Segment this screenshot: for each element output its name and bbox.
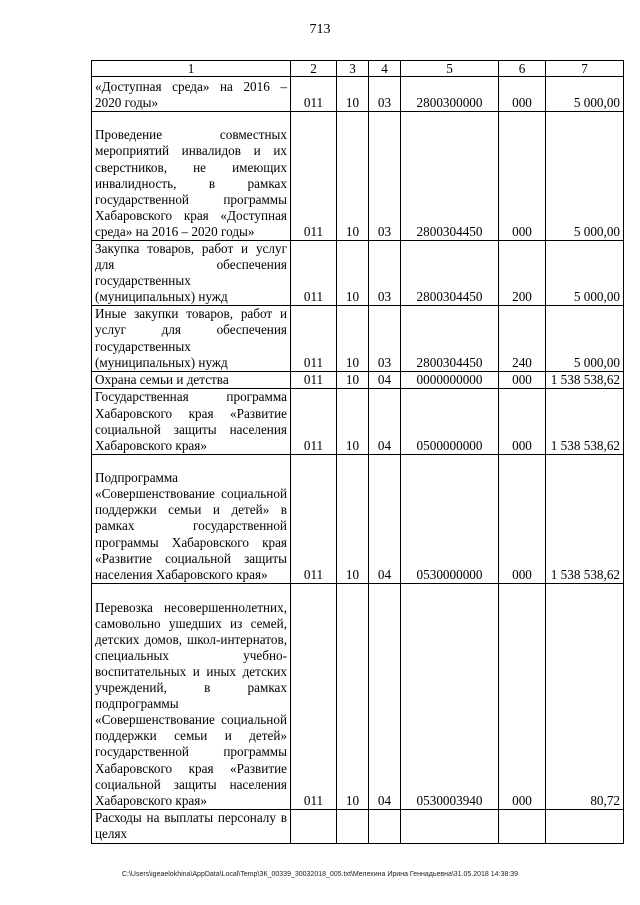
table-row [92, 112, 624, 241]
cell-c4: 03 [369, 112, 401, 241]
cell-c6: 000 [499, 583, 546, 809]
cell-c2 [291, 809, 337, 843]
cell-c4: 04 [369, 583, 401, 809]
cell-c2: 011 [291, 371, 337, 388]
cell-c5: 2800304450 [401, 241, 499, 306]
row-name: Перевозка несовершеннолетних, самовольно ушедших из семей, детских домов, школ-интернатов, специальных учебно-воспитательных и иных детских учреждений, в рамках подпрограммы «Совершенствование социальной поддержки семьи и детей» государственной программы Хабаровского края «Развитие социальной защиты населения Хабаровского края» [92, 583, 291, 809]
row-name: «Доступная среда» на 2016 – 2020 годы» [92, 77, 291, 112]
cell-c6: 000 [499, 454, 546, 583]
cell-c4: 04 [369, 388, 401, 454]
table-row [92, 306, 624, 371]
table-row [92, 388, 624, 454]
cell-c7: 1 538 538,62 [546, 454, 624, 583]
cell-c4: 03 [369, 241, 401, 306]
cell-c7: 80,72 [546, 583, 624, 809]
table-row [92, 77, 624, 112]
cell-c6: 000 [499, 77, 546, 112]
table-row [92, 583, 624, 809]
cell-c3 [337, 809, 369, 843]
cell-c5: 2800300000 [401, 77, 499, 112]
table-row [92, 809, 624, 843]
cell-c5 [401, 809, 499, 843]
cell-c6: 000 [499, 112, 546, 241]
cell-c4: 04 [369, 371, 401, 388]
cell-c4: 04 [369, 454, 401, 583]
cell-c7: 1 538 538,62 [546, 388, 624, 454]
column-header: 5 [401, 61, 499, 77]
cell-c2: 011 [291, 388, 337, 454]
column-header: 7 [546, 61, 624, 77]
cell-c6: 000 [499, 371, 546, 388]
cell-c5: 2800304450 [401, 112, 499, 241]
cell-c2: 011 [291, 112, 337, 241]
column-header: 2 [291, 61, 337, 77]
cell-c3: 10 [337, 388, 369, 454]
cell-c7: 5 000,00 [546, 241, 624, 306]
table-row [92, 371, 624, 388]
cell-c5: 2800304450 [401, 306, 499, 371]
table-row [92, 241, 624, 306]
cell-c3: 10 [337, 77, 369, 112]
cell-c7: 5 000,00 [546, 112, 624, 241]
table-row [92, 454, 624, 583]
row-name: Иные закупки товаров, работ и услуг для обеспечения государственных (муниципальных) нужд [92, 306, 291, 371]
budget-table [91, 60, 624, 844]
document-path-footer: C:\Users\igeaelokhina\AppData\Local\Temp\ЗК_00339_30032018_005.txt\Мелехина Ирина Геннадьевна\31.05.2018 14:38:39 [121, 871, 519, 878]
cell-c5: 0530003940 [401, 583, 499, 809]
cell-c5: 0500000000 [401, 388, 499, 454]
column-header: 1 [92, 61, 291, 77]
column-header: 4 [369, 61, 401, 77]
cell-c7: 5 000,00 [546, 306, 624, 371]
cell-c3: 10 [337, 371, 369, 388]
cell-c2: 011 [291, 306, 337, 371]
row-name: Охрана семьи и детства [92, 371, 291, 388]
cell-c3: 10 [337, 241, 369, 306]
cell-c6: 200 [499, 241, 546, 306]
cell-c3: 10 [337, 583, 369, 809]
cell-c2: 011 [291, 77, 337, 112]
cell-c5: 0000000000 [401, 371, 499, 388]
cell-c2: 011 [291, 241, 337, 306]
cell-c3: 10 [337, 306, 369, 371]
column-header: 6 [499, 61, 546, 77]
row-name: Расходы на выплаты персоналу в целях [92, 809, 291, 843]
table-header-row [92, 61, 624, 77]
page-number: 713 [309, 22, 331, 37]
cell-c6 [499, 809, 546, 843]
cell-c7: 1 538 538,62 [546, 371, 624, 388]
cell-c7 [546, 809, 624, 843]
cell-c3: 10 [337, 454, 369, 583]
row-name: Подпрограмма «Совершенствование социальной поддержки семьи и детей» в рамках государственной программы Хабаровского края «Развитие социальной защиты населения Хабаровского края» [92, 454, 291, 583]
cell-c6: 000 [499, 388, 546, 454]
cell-c5: 0530000000 [401, 454, 499, 583]
cell-c4: 03 [369, 306, 401, 371]
cell-c4: 03 [369, 77, 401, 112]
cell-c3: 10 [337, 112, 369, 241]
cell-c6: 240 [499, 306, 546, 371]
cell-c4 [369, 809, 401, 843]
row-name: Государственная программа Хабаровского края «Развитие социальной защиты населения Хабаровского края» [92, 388, 291, 454]
column-header: 3 [337, 61, 369, 77]
cell-c7: 5 000,00 [546, 77, 624, 112]
row-name: Проведение совместных мероприятий инвалидов и их сверстников, не имеющих инвалидность, в рамках государственной программы Хабаровского края «Доступная среда» на 2016 – 2020 годы» [92, 112, 291, 241]
row-name: Закупка товаров, работ и услуг для обеспечения государственных (муниципальных) нужд [92, 241, 291, 306]
cell-c2: 011 [291, 454, 337, 583]
cell-c2: 011 [291, 583, 337, 809]
